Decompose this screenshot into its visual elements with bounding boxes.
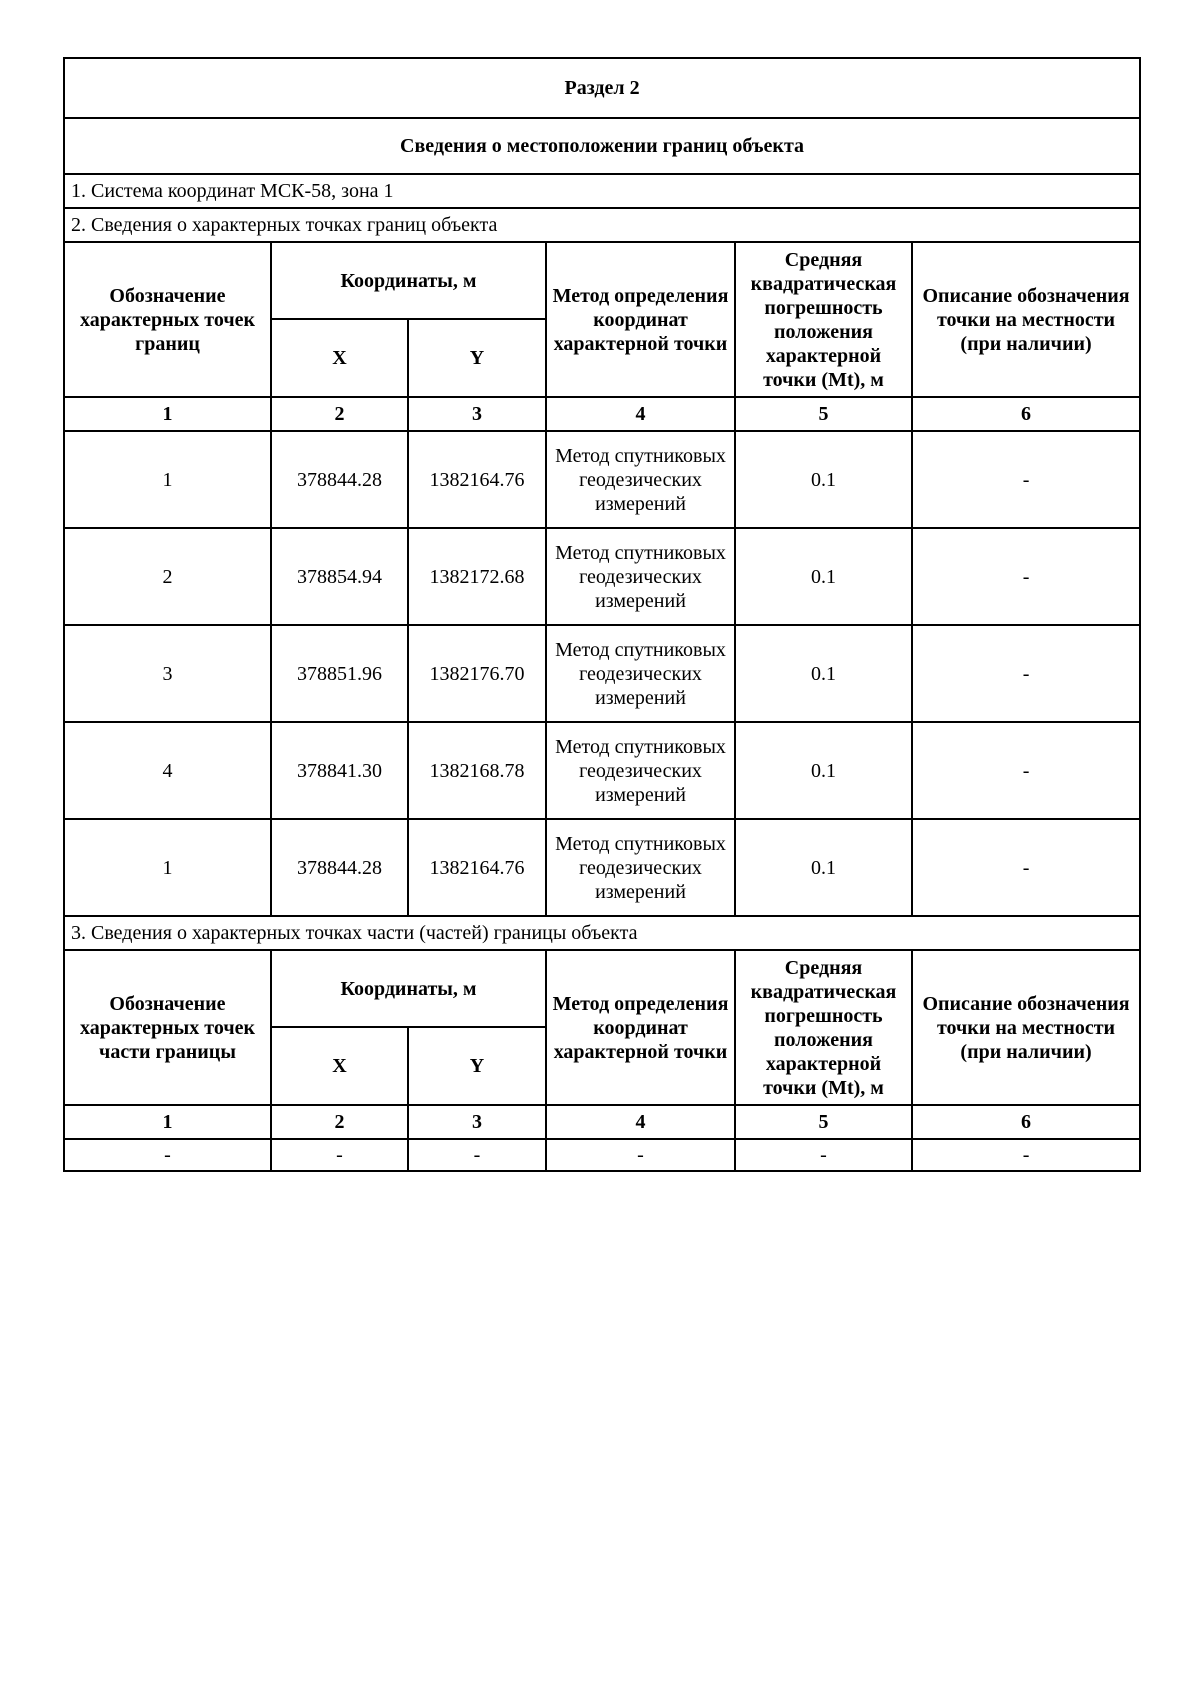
column-number: 4	[546, 1105, 735, 1139]
point-method: Метод спутниковых геодезических измерений	[546, 722, 735, 819]
parts-heading: 3. Сведения о характерных точках части (частей) границы объекта	[64, 916, 1140, 950]
part-cell: -	[735, 1139, 912, 1171]
method-header: Метод определения координат характерной точки	[546, 950, 735, 1105]
point-mt: 0.1	[735, 722, 912, 819]
point-desc: -	[912, 528, 1140, 625]
col-part-point-label-header: Обозначение характерных точек части границы	[64, 950, 271, 1105]
point-mt: 0.1	[735, 625, 912, 722]
point-id: 4	[64, 722, 271, 819]
points-heading: 2. Сведения о характерных точках границ объекта	[64, 208, 1140, 242]
column-number: 3	[408, 397, 546, 431]
column-number: 5	[735, 1105, 912, 1139]
table-row	[64, 722, 1140, 819]
x-header: X	[271, 1027, 408, 1105]
point-x: 378841.30	[271, 722, 408, 819]
column-number: 1	[64, 397, 271, 431]
coords-header: Координаты, м	[271, 242, 546, 319]
coord-system-line: 1. Система координат МСК-58, зона 1	[64, 174, 1140, 208]
col-point-label-header: Обозначение характерных точек границ	[64, 242, 271, 397]
part-cell: -	[64, 1139, 271, 1171]
error-header: Средняя квадратическая погрешность положения характерной точки (Mt), м	[735, 242, 912, 397]
table-row	[64, 528, 1140, 625]
column-number: 4	[546, 397, 735, 431]
x-header: X	[271, 319, 408, 397]
point-x: 378844.28	[271, 819, 408, 916]
point-mt: 0.1	[735, 819, 912, 916]
section-subtitle: Сведения о местоположении границ объекта	[64, 118, 1140, 174]
section-title: Раздел 2	[64, 58, 1140, 118]
point-id: 1	[64, 431, 271, 528]
column-number: 2	[271, 1105, 408, 1139]
point-id: 2	[64, 528, 271, 625]
point-y: 1382176.70	[408, 625, 546, 722]
method-header: Метод определения координат характерной точки	[546, 242, 735, 397]
column-number: 6	[912, 397, 1140, 431]
point-y: 1382164.76	[408, 819, 546, 916]
point-id: 1	[64, 819, 271, 916]
part-cell: -	[408, 1139, 546, 1171]
coords-header: Координаты, м	[271, 950, 546, 1027]
point-method: Метод спутниковых геодезических измерений	[546, 625, 735, 722]
point-method: Метод спутниковых геодезических измерений	[546, 431, 735, 528]
table-row	[64, 1139, 1140, 1171]
point-y: 1382168.78	[408, 722, 546, 819]
point-x: 378844.28	[271, 431, 408, 528]
part-cell: -	[912, 1139, 1140, 1171]
point-desc: -	[912, 819, 1140, 916]
column-numbers-row	[64, 397, 1140, 431]
point-mt: 0.1	[735, 528, 912, 625]
column-numbers-row	[64, 1105, 1140, 1139]
y-header: Y	[408, 319, 546, 397]
table-row	[64, 819, 1140, 916]
error-header: Средняя квадратическая погрешность положения характерной точки (Mt), м	[735, 950, 912, 1105]
point-id: 3	[64, 625, 271, 722]
document-page	[63, 57, 1139, 1172]
point-method: Метод спутниковых геодезических измерений	[546, 819, 735, 916]
point-desc: -	[912, 625, 1140, 722]
point-mt: 0.1	[735, 431, 912, 528]
column-number: 1	[64, 1105, 271, 1139]
point-desc: -	[912, 431, 1140, 528]
part-cell: -	[271, 1139, 408, 1171]
column-number: 3	[408, 1105, 546, 1139]
description-header: Описание обозначения точки на местности (при наличии)	[912, 242, 1140, 397]
boundary-table	[63, 57, 1141, 1172]
column-number: 2	[271, 397, 408, 431]
description-header: Описание обозначения точки на местности (при наличии)	[912, 950, 1140, 1105]
point-desc: -	[912, 722, 1140, 819]
point-y: 1382164.76	[408, 431, 546, 528]
y-header: Y	[408, 1027, 546, 1105]
point-x: 378851.96	[271, 625, 408, 722]
table-row	[64, 431, 1140, 528]
point-x: 378854.94	[271, 528, 408, 625]
table-row	[64, 625, 1140, 722]
point-y: 1382172.68	[408, 528, 546, 625]
column-number: 6	[912, 1105, 1140, 1139]
point-method: Метод спутниковых геодезических измерений	[546, 528, 735, 625]
part-cell: -	[546, 1139, 735, 1171]
column-number: 5	[735, 397, 912, 431]
